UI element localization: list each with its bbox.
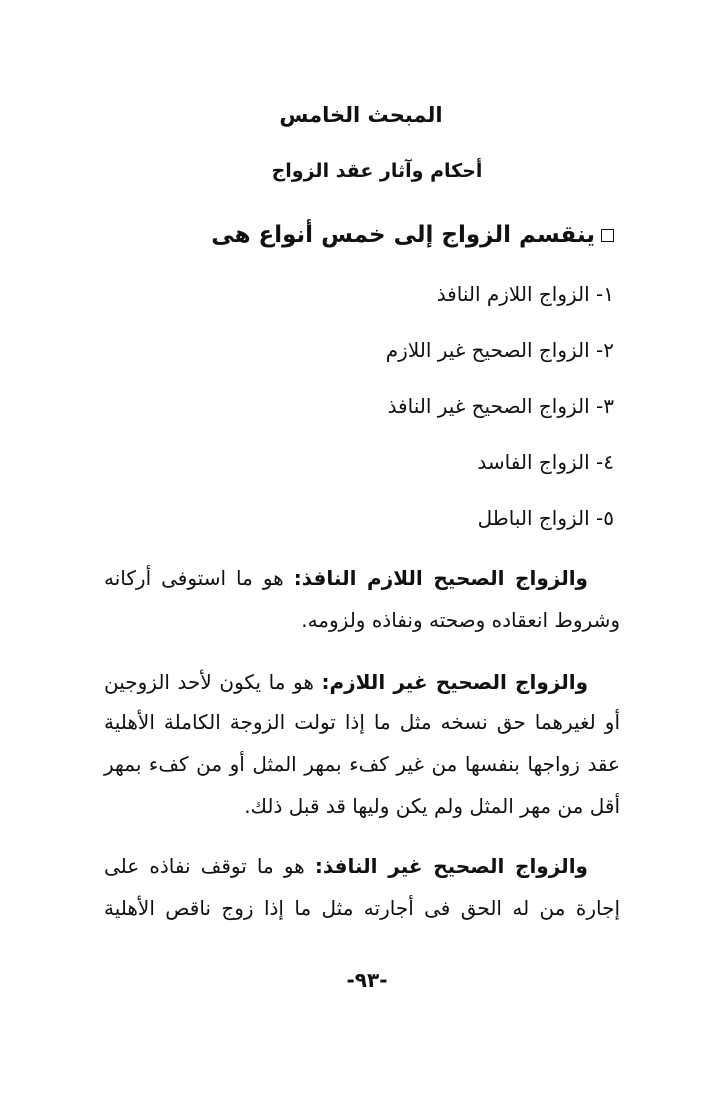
list-item: ٤- الزواج الفاسد: [477, 450, 614, 474]
paragraph-line: وشروط انعقاده وصحته ونفاذه ولزومه.: [301, 608, 620, 632]
list-item: ٢- الزواج الصحيح غير اللازم: [385, 338, 614, 362]
list-item: ٥- الزواج الباطل: [477, 506, 614, 530]
list-item: ١- الزواج اللازم النافذ: [436, 282, 614, 306]
paragraph-line: إجارة من له الحق فى أجارته مثل ما إذا زوج ناقص الأهلية: [104, 896, 620, 920]
definition-term: والزواج الصحيح اللازم النافذ:: [293, 566, 588, 590]
paragraph-line: [104, 670, 588, 694]
types-heading: [211, 222, 614, 248]
paragraph-line: [104, 854, 588, 878]
page-number: -٩٣-: [346, 968, 388, 992]
definition-term: والزواج الصحيح غير النافذ:: [314, 854, 588, 878]
square-bullet-icon: [601, 229, 614, 242]
definition-text: هو ما توقف نفاذه على: [104, 854, 305, 878]
paragraph-line: عقد زواجها بنفسها من غير كفء بمهر المثل أو من كفء بمهر: [104, 752, 620, 776]
definition-text: هو ما يكون لأحد الزوجين: [104, 670, 314, 694]
paragraph-line: أو لغيرهما حق نسخه مثل ما إذا تولت الزوجة الكاملة الأهلية: [104, 710, 620, 734]
types-heading-text: ينقسم الزواج إلى خمس أنواع هى: [211, 222, 595, 248]
section-title: المبحث الخامس: [279, 103, 443, 127]
definition-term: والزواج الصحيح غير اللازم:: [321, 670, 588, 694]
definition-text: هو ما استوفى أركانه: [104, 566, 284, 590]
paragraph-line: [104, 566, 588, 590]
paragraph-line: أقل من مهر المثل ولم يكن وليها قد قبل ذلك.: [244, 794, 620, 818]
section-subtitle: أحكام وآثار عقد الزواج: [271, 160, 483, 182]
list-item: ٣- الزواج الصحيح غير النافذ: [387, 394, 614, 418]
